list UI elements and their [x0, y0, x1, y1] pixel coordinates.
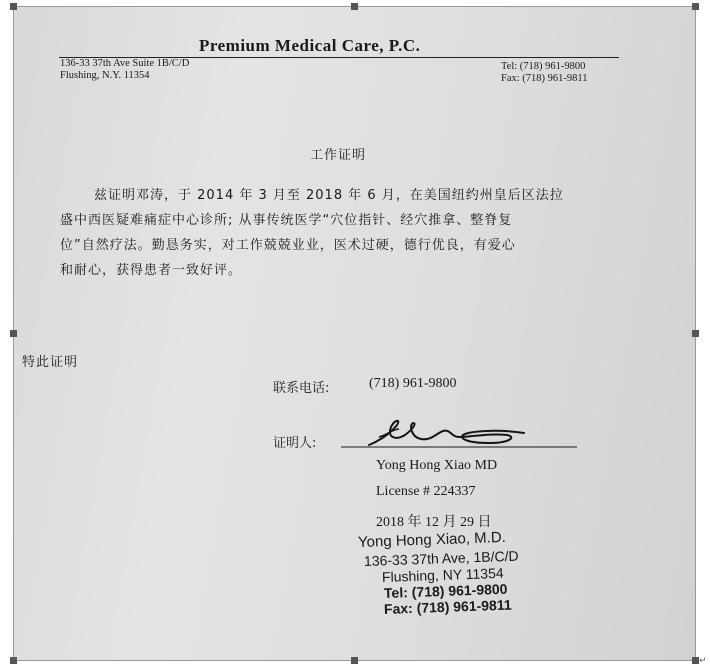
typed-name: Yong Hong Xiao MD — [376, 458, 498, 473]
document-title: 工作证明 — [310, 148, 367, 163]
letterhead-tel: Tel: (718) 961-9800 — [501, 61, 586, 72]
resize-handle-bottom-left[interactable] — [10, 657, 17, 664]
resize-handle-middle-left[interactable] — [10, 330, 17, 337]
paragraph-mark: ↵ — [699, 656, 707, 666]
stamp-address: 136-33 37th Ave, 1B/C/D — [363, 547, 519, 569]
stamp-name: Yong Hong Xiao, M.D. — [357, 528, 507, 551]
resize-handle-bottom-right[interactable] — [692, 657, 699, 664]
contact-label: 联系电话: — [273, 381, 330, 396]
body-line-3: 位”自然疗法。勤恳务实，对工作兢兢业业，医术过硬，德行优良，有爱心 — [60, 238, 516, 253]
resize-handle-top-center[interactable] — [351, 3, 358, 10]
letterhead-fax: Fax: (718) 961-9811 — [501, 73, 588, 84]
closing-text: 特此证明 — [22, 355, 79, 370]
resize-handle-top-right[interactable] — [692, 3, 699, 10]
certifier-label: 证明人: — [273, 436, 317, 451]
resize-handle-middle-right[interactable] — [692, 330, 699, 337]
body-line-4: 和耐心，获得患者一致好评。 — [60, 263, 243, 278]
signature-date: 2018 年 12 月 29 日 — [376, 515, 492, 530]
resize-handle-bottom-center[interactable] — [351, 657, 358, 664]
resize-handle-top-left[interactable] — [10, 3, 17, 10]
body-line-1: 兹证明邓涛，于 2014 年 3 月至 2018 年 6 月，在美国纽约州皇后区法拉 — [94, 188, 564, 203]
stamp-city: Flushing, NY 11354 — [381, 564, 504, 585]
address-line1: 136-33 37th Ave Suite 1B/C/D — [60, 58, 190, 69]
stamp-tel: Tel: (718) 961-9800 — [383, 580, 508, 601]
clinic-name: Premium Medical Care, P.C. — [199, 36, 421, 55]
contact-phone: (718) 961-9800 — [369, 376, 457, 391]
body-line-2: 盛中西医疑难痛症中心诊所; 从事传统医学“穴位指针、经穴推拿、整脊复 — [60, 213, 513, 228]
stamp-fax: Fax: (718) 961-9811 — [383, 596, 512, 617]
image-frame — [13, 6, 696, 661]
address-line2: Flushing, N.Y. 11354 — [60, 70, 150, 81]
license-number: License # 224337 — [376, 484, 476, 499]
